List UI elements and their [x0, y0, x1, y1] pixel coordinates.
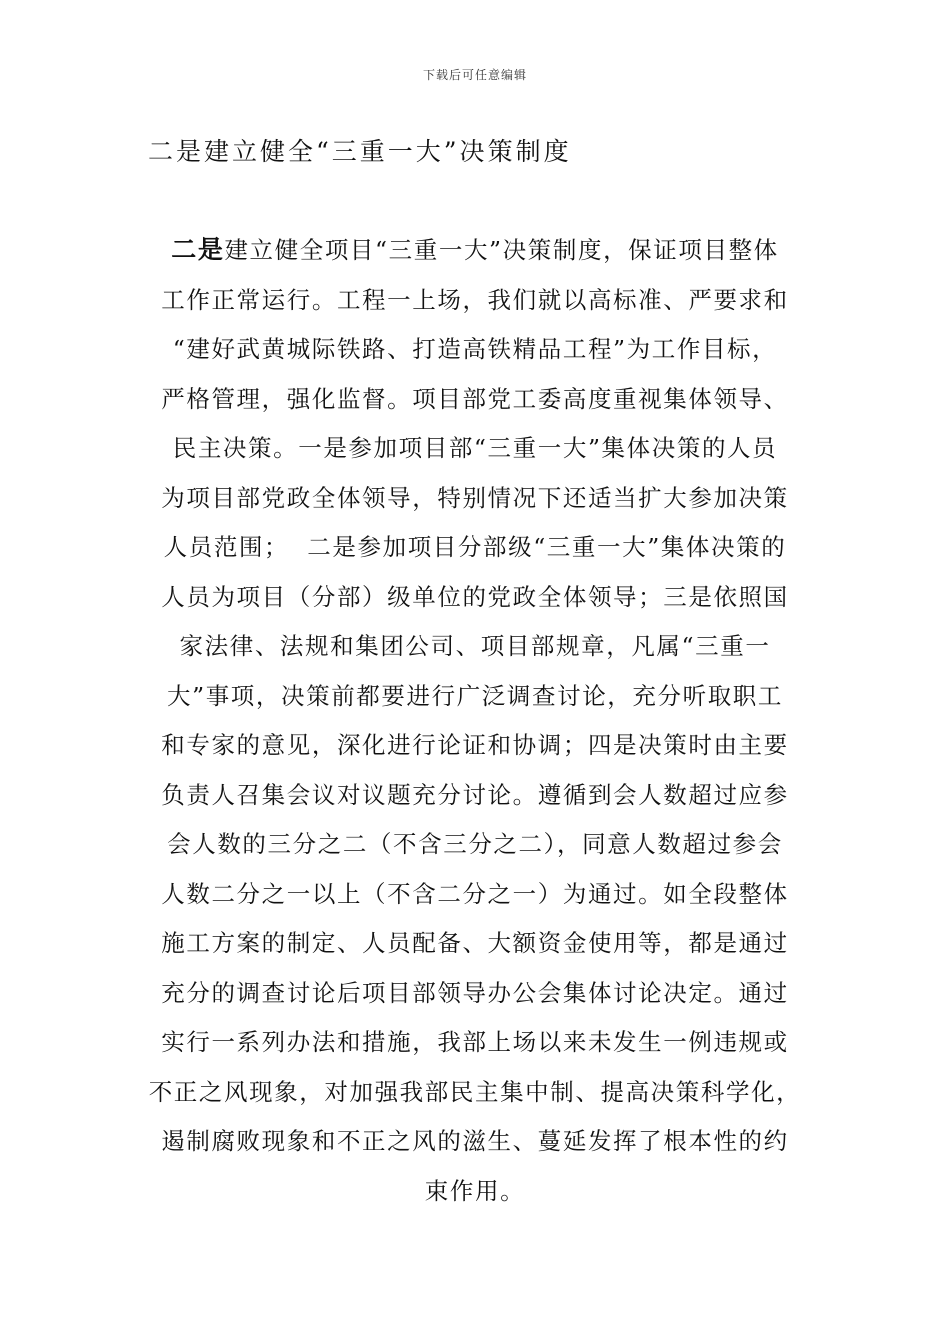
paragraph-line: 和专家的意见，深化进行论证和协调；四是决策时由主要: [161, 731, 789, 759]
paragraph-line-last: 束作用。: [424, 1176, 526, 1205]
paragraph-line: 工作正常运行。工程一上场，我们就以高标准、严要求和: [161, 285, 789, 314]
paragraph-line: 施工方案的制定、人员配备、大额资金使用等，都是通过: [161, 929, 789, 957]
body-paragraph: [0, 230, 950, 1220]
bold-lead-text: 二是: [171, 235, 225, 264]
first-line-text: 建立健全项目“三重一大”决策制度，保证项目整体: [224, 236, 779, 264]
paragraph-line: 严格管理，强化监督。项目部党工委高度重视集体领导、: [161, 384, 789, 413]
paragraph-line: “建好武黄城际铁路、打造高铁精品工程”为工作目标，: [172, 335, 778, 363]
paragraph-line: 充分的调查讨论后项目部领导办公会集体讨论决定。通过: [161, 978, 789, 1007]
paragraph-line: 负责人召集会议对议题充分讨论。遵循到会人数超过应参: [161, 780, 789, 809]
page-header-note: 下载后可任意编辑: [422, 68, 527, 82]
paragraph-line: 不正之风现象，对加强我部民主集中制、提高决策科学化，: [148, 1077, 802, 1106]
paragraph-line: 遏制腐败现象和不正之风的滋生、蔓延发挥了根本性的约: [161, 1127, 789, 1155]
paragraph-line: 家法律、法规和集团公司、项目部规章，凡属“三重一: [179, 632, 771, 660]
paragraph-line: 实行一系列办法和措施，我部上场以来未发生一例违规或: [161, 1028, 789, 1056]
paragraph-line: 人数二分之一以上（不含二分之一）为通过。如全段整体: [161, 879, 789, 908]
paragraph-line: 人员为项目（分部）级单位的党政全体领导；三是依照国: [161, 582, 789, 611]
paragraph-line: 会人数的三分之二（不含三分之二），同意人数超过参会: [167, 830, 783, 858]
paragraph-line: 人员范围； 二是参加项目分部级“三重一大”集体决策的: [163, 533, 787, 561]
paragraph-line: 民主决策。一是参加项目部“三重一大”集体决策的人员: [172, 434, 778, 462]
document-title: 二是建立健全“三重一大”决策制度: [148, 137, 572, 166]
paragraph-line: 大”事项，决策前都要进行广泛调查讨论，充分听取职工: [166, 681, 783, 710]
paragraph-line: [0, 230, 950, 280]
paragraph-line: 为项目部党政全体领导，特别情况下还适当扩大参加决策: [161, 483, 789, 512]
